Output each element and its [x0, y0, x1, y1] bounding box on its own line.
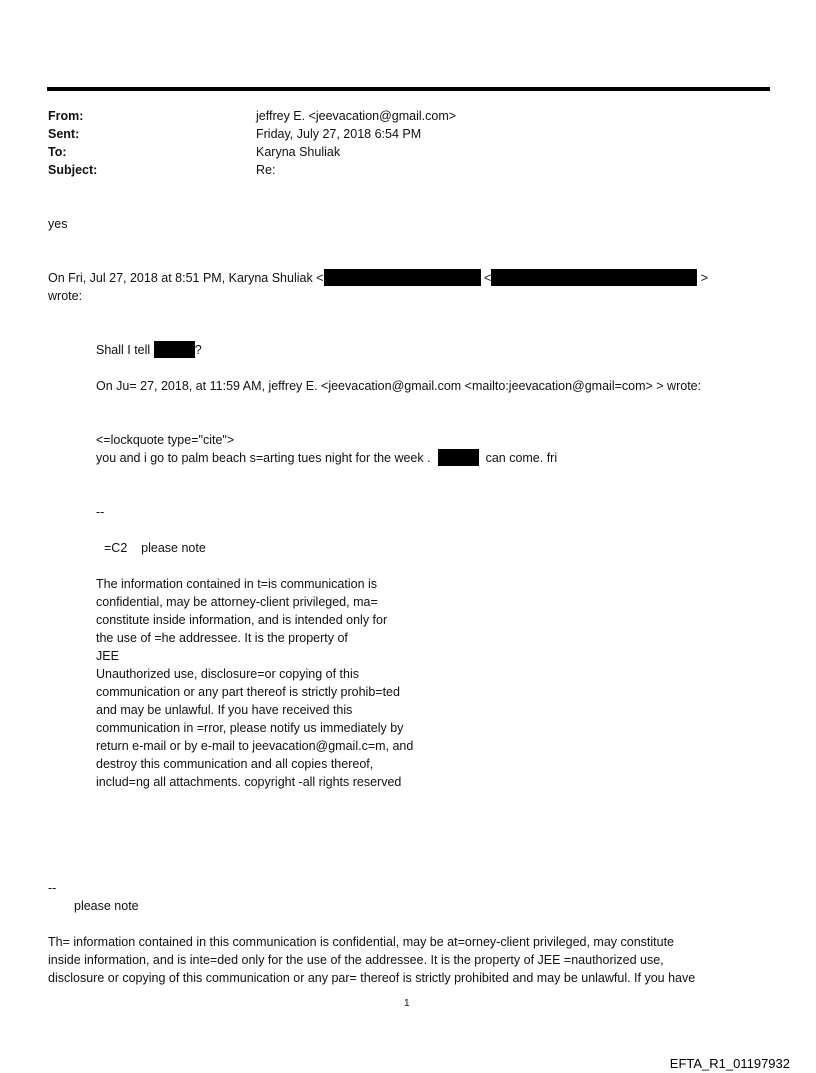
redaction-block [154, 341, 195, 358]
sent-label: Sent: [48, 127, 80, 141]
outer-disclaimer-line: inside information, and is inte=ded only for the use of the addressee. It is the property of JEE =nauthorized use, [48, 953, 664, 967]
quote-intro [48, 269, 708, 287]
palm-beach-end: can come. fri [485, 451, 558, 465]
disclaimer-line: JEE [96, 649, 119, 663]
disclaimer-line: constitute inside information, and is intended only for [96, 613, 388, 627]
from-value: jeffrey E. <jeevacation@gmail.com> [256, 109, 457, 123]
palm-beach-line [96, 449, 557, 467]
disclaimer-line: Unauthorized use, disclosure=or copying of this [96, 667, 359, 681]
from-label: From: [48, 109, 84, 123]
quote-intro-wrote: wrote: [48, 289, 83, 303]
to-label: To: [48, 145, 67, 159]
disclaimer-line: and may be unlawful. If you have received this [96, 703, 353, 717]
redaction-block [491, 269, 697, 286]
quote-intro-start: On Fri, Jul 27, 2018 at 8:51 PM, Karyna Shuliak < [48, 271, 324, 285]
sent-value: Friday, July 27, 2018 6:54 PM [256, 127, 422, 141]
quote-intro-mid: < [483, 271, 492, 285]
redaction-block [324, 269, 481, 286]
inner-quote-intro: On Ju= 27, 2018, at 11:59 AM, jeffrey E. <jeevacation@gmail.com <mailto:jeevacation@gmail=com> > wrote: [96, 379, 702, 393]
subject-value: Re: [256, 163, 276, 177]
outer-please-note: please note [74, 899, 139, 913]
disclaimer-line: communication in =rror, please notify us immediately by [96, 721, 404, 735]
disclaimer-line: the use of =he addressee. It is the property of [96, 631, 348, 645]
outer-signature-dash: -- [48, 881, 57, 895]
outer-disclaimer-line: Th= information contained in this communication is confidential, may be at=orney-client privileged, may constitute [48, 935, 675, 949]
shall-i-tell-text: Shall I tell [96, 343, 151, 357]
outer-disclaimer-line: disclosure or copying of this communication or any par= thereof is strictly prohibited and may be unlawful. If you have [48, 971, 696, 985]
inner-disclaimer [96, 575, 413, 791]
disclaimer-line: includ=ng all attachments. copyright -all rights reserved [96, 775, 402, 789]
c2-note: =C2 please note [104, 541, 206, 555]
question-mark: ? [194, 343, 202, 357]
reply-text: yes [48, 217, 68, 231]
subject-label: Subject: [48, 163, 98, 177]
header-rule [47, 87, 770, 91]
disclaimer-line: destroy this communication and all copies thereof, [96, 757, 374, 771]
page-number: 1 [404, 998, 410, 1009]
quote-intro-end: > [700, 271, 709, 285]
shall-i-tell-line [96, 341, 202, 359]
redaction-block [438, 449, 479, 466]
to-value: Karyna Shuliak [256, 145, 341, 159]
outer-disclaimer [48, 933, 695, 987]
document-id: EFTA_R1_01197932 [669, 1056, 790, 1071]
palm-beach-text: you and i go to palm beach s=arting tues night for the week . [96, 451, 431, 465]
disclaimer-line: return e-mail or by e-mail to jeevacation@gmail.c=m, and [96, 739, 414, 753]
blockquote-tag: <=lockquote type="cite"> [96, 433, 235, 447]
disclaimer-line: confidential, may be attorney-client privileged, ma= [96, 595, 378, 609]
disclaimer-line: communication or any part thereof is strictly prohib=ted [96, 685, 400, 699]
signature-dash: -- [96, 505, 105, 519]
disclaimer-line: The information contained in t=is communication is [96, 577, 378, 591]
